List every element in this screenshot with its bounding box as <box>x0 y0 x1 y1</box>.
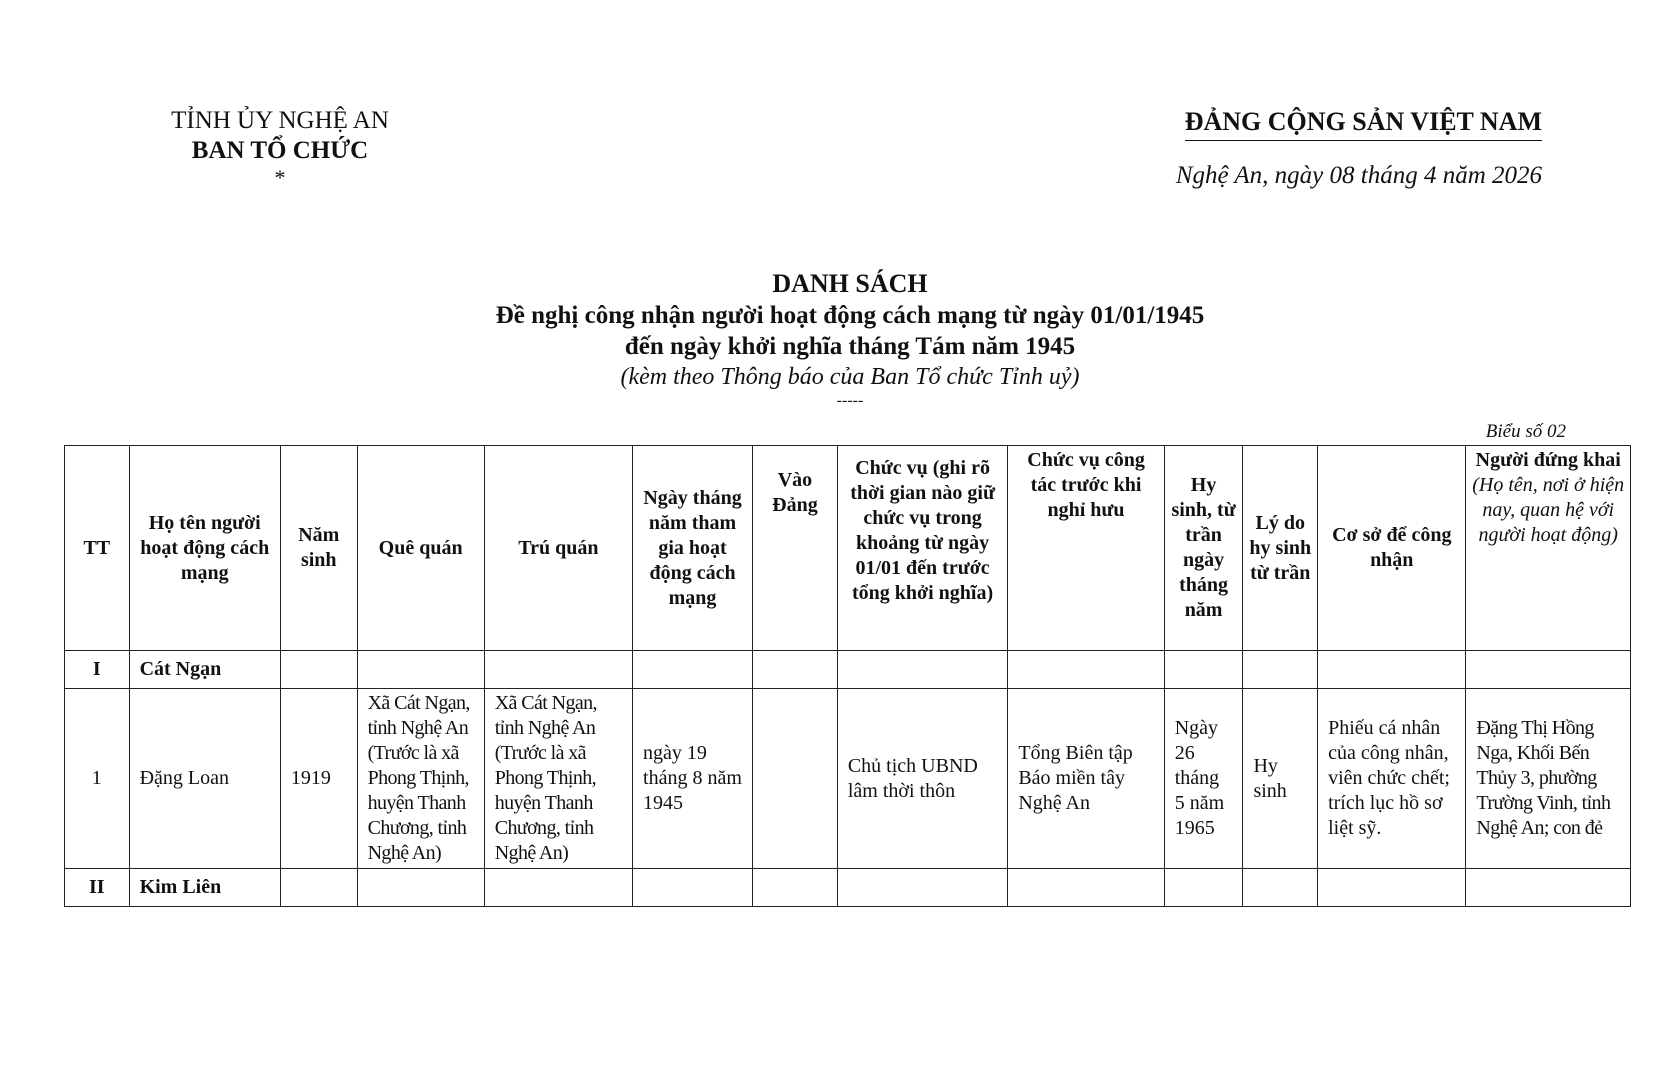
issuer-block <box>150 106 410 190</box>
table-header-row <box>65 446 1631 651</box>
cell-name: Đặng Loan <box>129 689 280 869</box>
cell-retire-position: Tổng Biên tập Báo miền tây Nghệ An <box>1008 689 1164 869</box>
col-header-declarant <box>1466 446 1631 651</box>
cell-declarant: Đặng Thị Hồng Nga, Khối Bến Thủy 3, phường Trường Vinh, tỉnh Nghệ An; con đẻ <box>1466 689 1631 869</box>
group-row <box>65 651 1631 689</box>
col-header-party: Vào Đảng <box>753 446 838 651</box>
issuer-star: * <box>274 165 286 190</box>
document-title-block <box>0 268 1660 409</box>
table-row <box>65 689 1631 869</box>
col-header-position: Chức vụ (ghi rõ thời gian nào giữ chức vụ trong khoảng từ ngày 01/01 đến trước tổng khởi nghĩa) <box>837 446 1008 651</box>
col-header-retire-position: Chức vụ công tác trước khi nghỉ hưu <box>1008 446 1164 651</box>
document-subtitle-line1: Đề nghị công nhận người hoạt động cách mạng từ ngày 01/01/1945 <box>495 302 1205 329</box>
col-header-declarant-label: Người đứng khai <box>1475 449 1621 471</box>
nominee-table <box>64 445 1631 907</box>
document-title: DANH SÁCH <box>772 269 928 298</box>
cell-death-reason: Hy sinh <box>1243 689 1318 869</box>
title-separator: ----- <box>836 392 864 409</box>
col-header-basis: Cơ sở để công nhận <box>1318 446 1466 651</box>
col-header-name: Họ tên người hoạt động cách mạng <box>129 446 280 651</box>
cell-residence: Xã Cát Ngạn, tỉnh Nghệ An (Trước là xã Phong Thịnh, huyện Thanh Chương, tỉnh Nghệ An) <box>484 689 632 869</box>
cell-party <box>753 689 838 869</box>
issuer-org: TỈNH ỦY NGHỆ AN <box>171 107 389 134</box>
cell-tt: 1 <box>65 689 130 869</box>
group-code: I <box>65 651 130 689</box>
party-name: ĐẢNG CỘNG SẢN VIỆT NAM <box>1185 106 1542 141</box>
cell-birth: 1919 <box>280 689 357 869</box>
group-name: Cát Ngạn <box>129 651 280 689</box>
form-number: Biểu số 02 <box>1485 421 1566 442</box>
cell-basis: Phiếu cá nhân của công nhân, viên chức chết; trích lục hồ sơ liệt sỹ. <box>1318 689 1466 869</box>
group-name: Kim Liên <box>129 869 280 907</box>
document-note: (kèm theo Thông báo của Ban Tổ chức Tỉnh uỷ) <box>620 364 1080 390</box>
group-row <box>65 869 1631 907</box>
cell-position: Chủ tịch UBND lâm thời thôn <box>837 689 1008 869</box>
party-block <box>1176 106 1542 191</box>
col-header-birth: Năm sinh <box>280 446 357 651</box>
group-code: II <box>65 869 130 907</box>
document-date: Nghệ An, ngày 08 tháng 4 năm 2026 <box>1175 162 1542 189</box>
col-header-join-date: Ngày tháng năm tham gia hoạt động cách mạng <box>633 446 753 651</box>
col-header-death-date: Hy sinh, từ trần ngày tháng năm <box>1164 446 1243 651</box>
cell-hometown: Xã Cát Ngạn, tỉnh Nghệ An (Trước là xã Phong Thịnh, huyện Thanh Chương, tỉnh Nghệ An) <box>357 689 484 869</box>
col-header-tt: TT <box>65 446 130 651</box>
col-header-declarant-note: (Họ tên, nơi ở hiện nay, quan hệ với người hoạt động) <box>1472 474 1625 546</box>
issuer-unit: BAN TỔ CHỨC <box>191 137 369 164</box>
col-header-hometown: Quê quán <box>357 446 484 651</box>
cell-death-date: Ngày 26 tháng 5 năm 1965 <box>1164 689 1243 869</box>
col-header-death-reason: Lý do hy sinh từ trần <box>1243 446 1318 651</box>
cell-join-date: ngày 19 tháng 8 năm 1945 <box>633 689 753 869</box>
document-subtitle-line2: đến ngày khởi nghĩa tháng Tám năm 1945 <box>624 333 1076 360</box>
col-header-residence: Trú quán <box>484 446 632 651</box>
